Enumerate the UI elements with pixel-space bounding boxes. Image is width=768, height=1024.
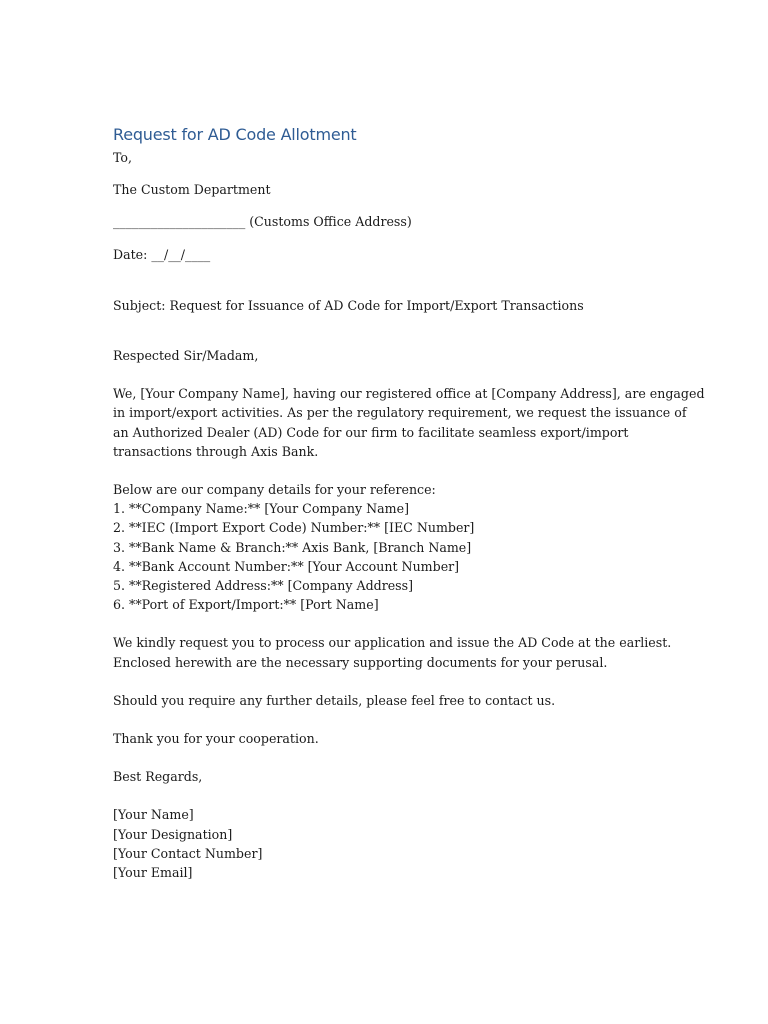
signature-block [113,805,673,882]
thanks-line: Thank you for your cooperation. [113,731,319,747]
list-item: 1. **Company Name:** [Your Company Name] [113,501,409,517]
list-item: 5. **Registered Address:** [Company Address] [113,578,414,594]
details-list [113,499,673,614]
recipient-line: The Custom Department [113,182,271,198]
signature-name: [Your Name] [113,807,194,823]
address-line: _____________________ (Customs Office Address) [113,214,412,230]
request-line: Enclosed herewith are the necessary supporting documents for your perusal. [113,654,608,670]
signature-contact: [Your Contact Number] [113,845,263,861]
body-line: an Authorized Dealer (AD) Code for our firm to facilitate seamless export/import [113,424,629,440]
request-paragraph [113,633,673,671]
document-title: Request for AD Code Allotment [113,125,357,144]
date-line: Date: __/__/____ [113,246,211,262]
salutation: Respected Sir/Madam, [113,348,259,364]
closing-line: Best Regards, [113,769,203,785]
list-item: 6. **Port of Export/Import:** [Port Name] [113,597,379,613]
to-line: To, [113,150,133,165]
letter-document [113,123,705,882]
body-line: transactions through Axis Bank. [113,443,319,459]
details-intro: Below are our company details for your reference: [113,482,436,498]
body-paragraph [113,384,705,461]
signature-designation: [Your Designation] [113,826,233,842]
request-line: We kindly request you to process our application and issue the AD Code at the earliest. [113,635,672,651]
list-item: 2. **IEC (Import Export Code) Number:** [IEC Number] [113,520,475,536]
body-line: in import/export activities. As per the regulatory requirement, we request the issuance of [113,405,687,421]
signature-email: [Your Email] [113,865,193,881]
subject-line: Subject: Request for Issuance of AD Code for Import/Export Transactions [113,297,584,313]
list-item: 3. **Bank Name & Branch:** Axis Bank, [Branch Name] [113,539,472,555]
list-item: 4. **Bank Account Number:** [Your Account Number] [113,558,460,574]
further-details-line: Should you require any further details, please feel free to contact us. [113,692,556,708]
body-line: We, [Your Company Name], having our registered office at [Company Address], are engaged [113,386,705,402]
